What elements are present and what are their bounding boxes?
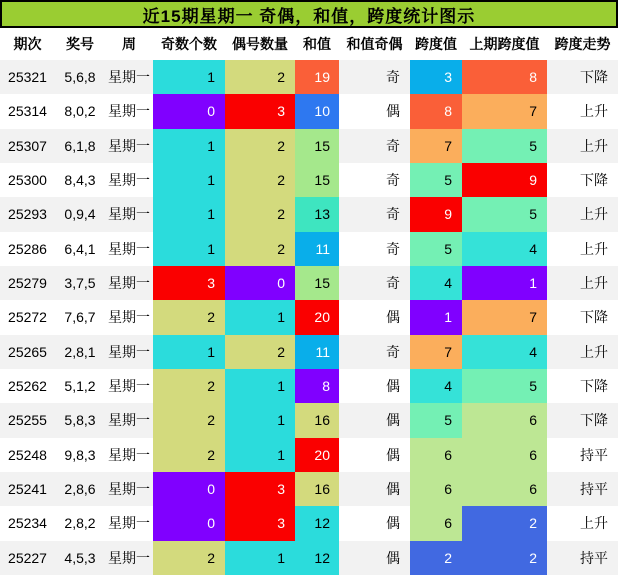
- column-header: 跨度值: [415, 36, 457, 52]
- cell-prev_span: 5: [462, 197, 547, 231]
- cell-prev_span: 7: [462, 94, 547, 128]
- cell-week: 星期一: [108, 343, 150, 360]
- table-row: [0, 266, 618, 300]
- cell-period: 25255: [8, 412, 47, 429]
- cell-trend: 下降: [580, 69, 608, 86]
- cell-odd: 1: [153, 163, 225, 197]
- cell-span: 7: [410, 129, 462, 163]
- cell-even: 2: [225, 129, 295, 163]
- cell-numbers: 8,0,2: [64, 103, 96, 120]
- cell-week: 星期一: [108, 137, 150, 154]
- cell-trend: 持平: [580, 481, 608, 498]
- cell-sum: 16: [295, 472, 339, 506]
- table-row: [0, 197, 618, 231]
- cell-prev_span: 6: [462, 438, 547, 472]
- cell-prev_span: 8: [462, 60, 547, 94]
- table-row: [0, 506, 618, 540]
- cell-parity: 偶: [386, 549, 400, 566]
- cell-even: 2: [225, 197, 295, 231]
- cell-trend: 上升: [580, 206, 608, 223]
- cell-span: 5: [410, 163, 462, 197]
- table-row: [0, 541, 618, 575]
- cell-odd: 3: [153, 266, 225, 300]
- cell-period: 25286: [8, 240, 47, 257]
- cell-period: 25314: [8, 103, 47, 120]
- cell-span: 6: [410, 506, 462, 540]
- cell-numbers: 4,5,3: [64, 549, 96, 566]
- column-header: 和值奇偶: [346, 36, 403, 52]
- cell-span: 6: [410, 438, 462, 472]
- cell-numbers: 9,8,3: [64, 446, 96, 463]
- column-header: 跨度走势: [554, 36, 611, 52]
- cell-parity: 奇: [386, 137, 400, 154]
- cell-period: 25293: [8, 206, 47, 223]
- cell-sum: 20: [295, 438, 339, 472]
- cell-parity: 奇: [386, 343, 400, 360]
- cell-even: 1: [225, 369, 295, 403]
- cell-span: 6: [410, 472, 462, 506]
- cell-odd: 0: [153, 94, 225, 128]
- cell-numbers: 7,6,7: [64, 309, 96, 326]
- cell-sum: 15: [295, 163, 339, 197]
- cell-parity: 奇: [386, 172, 400, 189]
- cell-sum: 13: [295, 197, 339, 231]
- cell-numbers: 5,8,3: [64, 412, 96, 429]
- cell-even: 3: [225, 472, 295, 506]
- cell-sum: 16: [295, 403, 339, 437]
- cell-numbers: 3,7,5: [64, 275, 96, 292]
- cell-odd: 0: [153, 472, 225, 506]
- cell-parity: 偶: [386, 309, 400, 326]
- cell-parity: 奇: [386, 69, 400, 86]
- column-header: 奖号: [66, 36, 94, 52]
- title-bar: [0, 0, 618, 28]
- table-row: [0, 129, 618, 163]
- cell-period: 25321: [8, 69, 47, 86]
- column-header: 奇数个数: [161, 36, 217, 52]
- table-row: [0, 472, 618, 506]
- cell-prev_span: 4: [462, 335, 547, 369]
- cell-trend: 持平: [580, 446, 608, 463]
- cell-sum: 15: [295, 129, 339, 163]
- cell-even: 1: [225, 438, 295, 472]
- cell-trend: 下降: [580, 412, 608, 429]
- cell-sum: 20: [295, 300, 339, 334]
- cell-numbers: 5,6,8: [64, 69, 96, 86]
- cell-trend: 下降: [580, 172, 608, 189]
- cell-odd: 1: [153, 232, 225, 266]
- cell-period: 25227: [8, 549, 47, 566]
- cell-odd: 2: [153, 369, 225, 403]
- cell-sum: 12: [295, 541, 339, 575]
- cell-period: 25241: [8, 481, 47, 498]
- cell-trend: 上升: [580, 137, 608, 154]
- cell-numbers: 2,8,1: [64, 343, 96, 360]
- cell-week: 星期一: [108, 309, 150, 326]
- cell-week: 星期一: [108, 172, 150, 189]
- cell-numbers: 0,9,4: [64, 206, 96, 223]
- cell-even: 2: [225, 163, 295, 197]
- cell-prev_span: 4: [462, 232, 547, 266]
- page-title: 近15期星期一 奇偶，和值，跨度统计图示: [142, 6, 476, 26]
- table-row: [0, 300, 618, 334]
- table-row: [0, 94, 618, 128]
- cell-parity: 偶: [386, 412, 400, 429]
- cell-prev_span: 6: [462, 472, 547, 506]
- cell-odd: 2: [153, 541, 225, 575]
- cell-trend: 上升: [580, 275, 608, 292]
- cell-odd: 2: [153, 300, 225, 334]
- cell-prev_span: 7: [462, 300, 547, 334]
- cell-period: 25262: [8, 378, 47, 395]
- cell-prev_span: 9: [462, 163, 547, 197]
- cell-week: 星期一: [108, 549, 150, 566]
- cell-even: 3: [225, 506, 295, 540]
- cell-period: 25279: [8, 275, 47, 292]
- cell-period: 25234: [8, 515, 47, 532]
- cell-numbers: 8,4,3: [64, 172, 96, 189]
- table-row: [0, 232, 618, 266]
- cell-week: 星期一: [108, 69, 150, 86]
- cell-odd: 2: [153, 438, 225, 472]
- cell-numbers: 6,1,8: [64, 137, 96, 154]
- cell-even: 2: [225, 60, 295, 94]
- cell-prev_span: 1: [462, 266, 547, 300]
- column-header: 和值: [303, 36, 331, 52]
- cell-span: 9: [410, 197, 462, 231]
- cell-week: 星期一: [108, 275, 150, 292]
- table-row: [0, 335, 618, 369]
- cell-prev_span: 6: [462, 403, 547, 437]
- cell-trend: 下降: [580, 309, 608, 326]
- cell-span: 1: [410, 300, 462, 334]
- cell-even: 1: [225, 300, 295, 334]
- cell-trend: 上升: [580, 240, 608, 257]
- cell-even: 3: [225, 94, 295, 128]
- cell-span: 4: [410, 266, 462, 300]
- cell-week: 星期一: [108, 481, 150, 498]
- column-header: 周: [122, 36, 136, 52]
- cell-trend: 上升: [580, 515, 608, 532]
- cell-period: 25272: [8, 309, 47, 326]
- cell-odd: 2: [153, 403, 225, 437]
- table-row: [0, 369, 618, 403]
- column-header: 偶号数量: [232, 36, 288, 52]
- cell-trend: 持平: [580, 549, 608, 566]
- cell-prev_span: 2: [462, 506, 547, 540]
- cell-parity: 奇: [386, 206, 400, 223]
- cell-period: 25307: [8, 137, 47, 154]
- cell-span: 4: [410, 369, 462, 403]
- cell-parity: 偶: [386, 378, 400, 395]
- cell-sum: 8: [295, 369, 339, 403]
- cell-week: 星期一: [108, 515, 150, 532]
- cell-parity: 奇: [386, 240, 400, 257]
- cell-sum: 19: [295, 60, 339, 94]
- table-header-row: [0, 28, 618, 60]
- cell-odd: 0: [153, 506, 225, 540]
- cell-span: 5: [410, 403, 462, 437]
- cell-even: 1: [225, 541, 295, 575]
- cell-period: 25265: [8, 343, 47, 360]
- cell-odd: 1: [153, 197, 225, 231]
- cell-trend: 上升: [580, 103, 608, 120]
- cell-parity: 奇: [386, 275, 400, 292]
- cell-numbers: 6,4,1: [64, 240, 96, 257]
- cell-period: 25248: [8, 446, 47, 463]
- cell-sum: 15: [295, 266, 339, 300]
- cell-week: 星期一: [108, 378, 150, 395]
- column-header: 上期跨度值: [469, 36, 540, 52]
- cell-even: 2: [225, 335, 295, 369]
- cell-prev_span: 2: [462, 541, 547, 575]
- cell-week: 星期一: [108, 240, 150, 257]
- cell-even: 0: [225, 266, 295, 300]
- cell-span: 8: [410, 94, 462, 128]
- cell-week: 星期一: [108, 412, 150, 429]
- cell-sum: 12: [295, 506, 339, 540]
- cell-week: 星期一: [108, 103, 150, 120]
- cell-prev_span: 5: [462, 369, 547, 403]
- table-row: [0, 60, 618, 94]
- cell-odd: 1: [153, 60, 225, 94]
- cell-sum: 11: [295, 335, 339, 369]
- table-row: [0, 163, 618, 197]
- cell-parity: 偶: [386, 515, 400, 532]
- cell-even: 1: [225, 403, 295, 437]
- cell-sum: 11: [295, 232, 339, 266]
- cell-prev_span: 5: [462, 129, 547, 163]
- cell-span: 2: [410, 541, 462, 575]
- cell-odd: 1: [153, 335, 225, 369]
- cell-week: 星期一: [108, 206, 150, 223]
- cell-even: 2: [225, 232, 295, 266]
- table-row: [0, 438, 618, 472]
- cell-week: 星期一: [108, 446, 150, 463]
- cell-parity: 偶: [386, 481, 400, 498]
- cell-parity: 偶: [386, 103, 400, 120]
- cell-period: 25300: [8, 172, 47, 189]
- column-header: 期次: [13, 36, 42, 52]
- cell-span: 5: [410, 232, 462, 266]
- cell-sum: 10: [295, 94, 339, 128]
- cell-trend: 上升: [580, 343, 608, 360]
- cell-span: 7: [410, 335, 462, 369]
- cell-parity: 偶: [386, 446, 400, 463]
- cell-numbers: 2,8,2: [64, 515, 96, 532]
- table-body: [0, 60, 618, 575]
- cell-odd: 1: [153, 129, 225, 163]
- cell-trend: 下降: [580, 378, 608, 395]
- table-row: [0, 403, 618, 437]
- cell-numbers: 2,8,6: [64, 481, 96, 498]
- cell-span: 3: [410, 60, 462, 94]
- cell-numbers: 5,1,2: [64, 378, 96, 395]
